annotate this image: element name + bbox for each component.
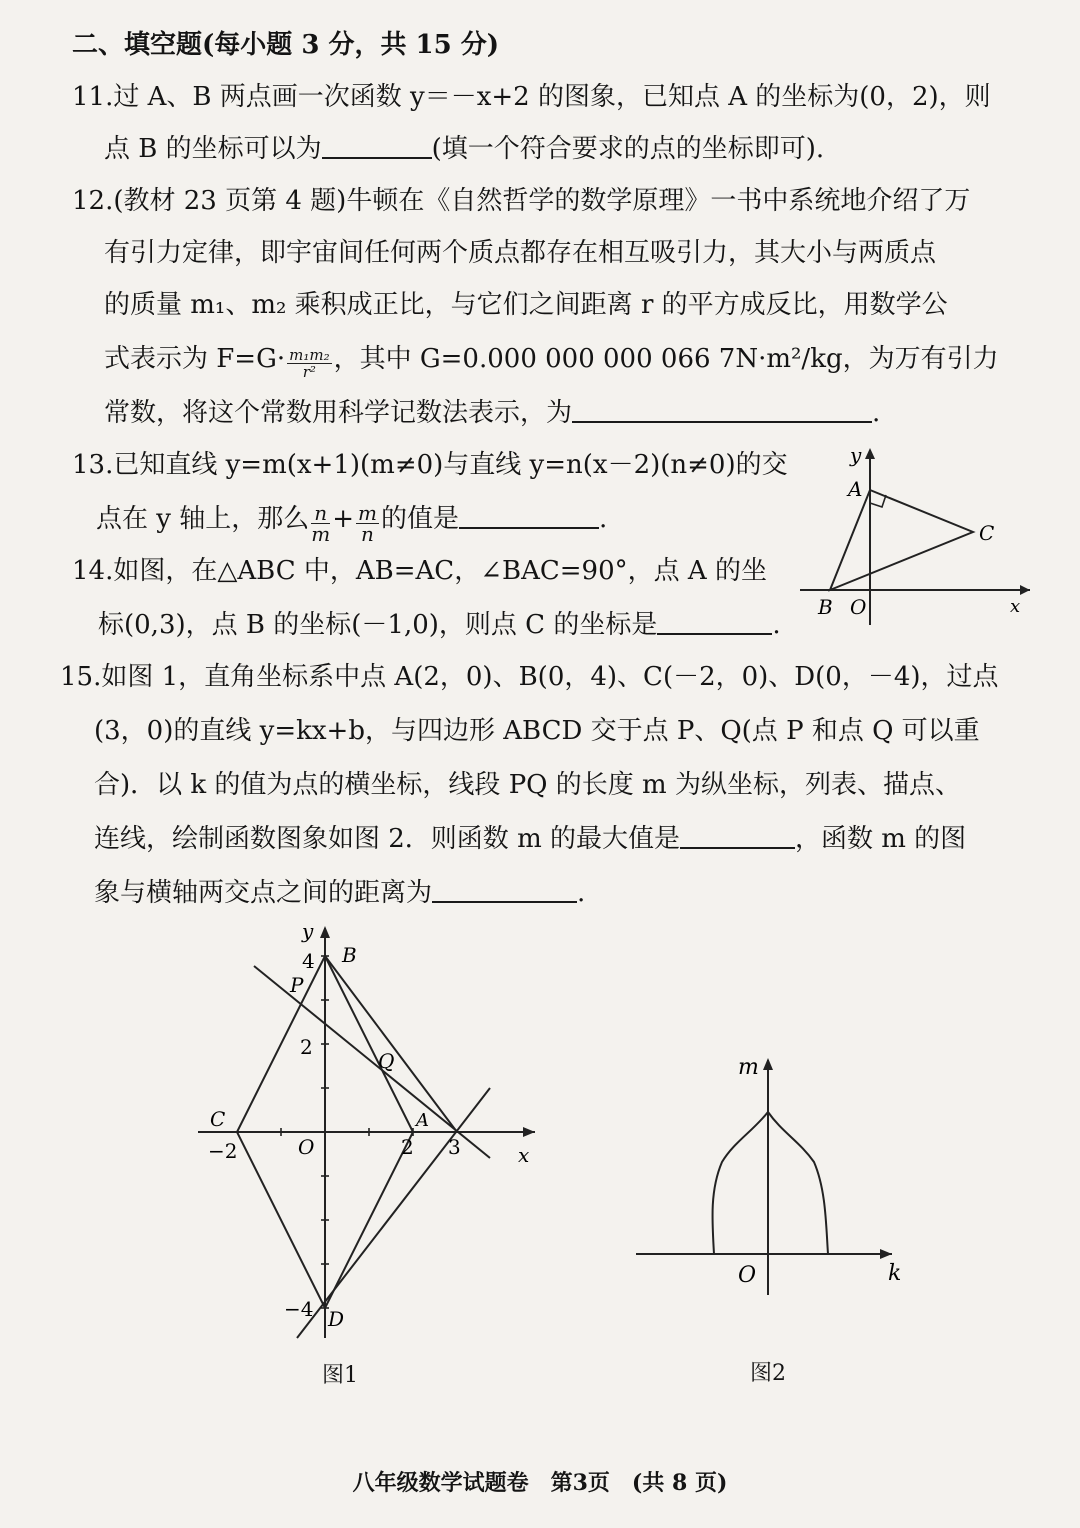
- x-axis-arrow-icon: [1020, 585, 1030, 595]
- figure1-caption: 图1: [322, 1363, 358, 1388]
- q14-period: .: [772, 610, 781, 640]
- q13-frac2-num: m: [357, 501, 377, 525]
- q14-triangle-figure: [790, 440, 1040, 630]
- figure2-caption: 图2: [750, 1361, 786, 1386]
- q13-period: .: [598, 504, 608, 534]
- q12-formula-end: ，其中 G=0.000 000 000 066 7N·m²/kg，为万有引力: [333, 344, 999, 374]
- fig1-tick-2y: 2: [300, 1035, 313, 1059]
- fig14-label-c: C: [979, 521, 995, 545]
- q12-line3: 的质量 m₁、m₂ 乘积成正比，与它们之间距离 r 的平方成反比，用数学公: [104, 290, 948, 320]
- fig2-origin-label: O: [738, 1263, 757, 1288]
- q12-answer-blank[interactable]: [572, 397, 872, 423]
- q14-text: 标(0,3)，点 B 的坐标(－1,0)，则点 C 的坐标是: [98, 610, 658, 640]
- figure-1: [190, 918, 550, 1348]
- triangle-abc: [830, 490, 973, 590]
- fig2-x-arrow-icon: [880, 1249, 892, 1259]
- line-through-b: [325, 956, 457, 1132]
- q15-line1: 15.如图 1，直角坐标系中点 A(2，0)、B(0，4)、C(－2，0)、D(0，－4)，过点: [60, 662, 999, 692]
- fig1-tick-4: 4: [302, 949, 315, 973]
- fig1-label-p: P: [290, 973, 304, 997]
- fig1-label-a: A: [416, 1110, 429, 1131]
- q15-text3: 象与横轴两交点之间的距离为: [94, 878, 433, 908]
- q13-line1: 13.已知直线 y=m(x+1)(m≠0)与直线 y=n(x－2)(n≠0)的交: [72, 450, 788, 480]
- q14-line1: 14.如图，在△ABC 中，AB=AC，∠BAC=90°，点 A 的坐: [72, 556, 767, 586]
- q15-text: 连线，绘制函数图象如图 2．则函数 m 的最大值是: [94, 824, 680, 854]
- fig14-label-o: O: [850, 595, 867, 619]
- q13-text2: 的值是: [380, 504, 459, 534]
- fig14-y-label: y: [850, 443, 862, 467]
- q13-text: 点在 y 轴上，那么: [96, 504, 310, 534]
- fig1-label-c: C: [210, 1107, 226, 1131]
- q14-line2: [98, 608, 781, 642]
- fig1-label-d: D: [328, 1307, 345, 1331]
- q15-line3: 合)．以 k 的值为点的横坐标，线段 PQ 的长度 m 为纵坐标，列表、描点、: [94, 770, 961, 800]
- fig1-x-label: x: [518, 1143, 530, 1167]
- q15-max-blank[interactable]: [680, 823, 795, 849]
- fig1-origin-label: O: [298, 1135, 315, 1159]
- q13-fraction2: [356, 503, 379, 544]
- fig1-tick-2x: 2: [401, 1135, 414, 1159]
- q14-answer-blank[interactable]: [657, 609, 772, 635]
- q15-line2: (3，0)的直线 y=kx+b，与四边形 ABCD 交于点 P、Q(点 P 和点 Q 可以重: [94, 716, 980, 746]
- fig1-y-label: y: [302, 919, 314, 943]
- q13-answer-blank[interactable]: [459, 503, 599, 529]
- function-m-curve: [712, 1112, 828, 1254]
- q12-formula-start: 式表示为 F=G·: [104, 344, 286, 374]
- q12-line1: 12.(教材 23 页第 4 题)牛顿在《自然哲学的数学原理》一书中系统地介绍了万: [72, 186, 971, 216]
- q12-frac-num: m₁m₂: [289, 346, 330, 364]
- q12-period: .: [872, 398, 881, 428]
- section-heading: 二、填空题(每小题 3 分，共 15 分): [72, 30, 500, 60]
- q13-line2: [96, 502, 607, 544]
- q15-distance-blank[interactable]: [432, 877, 577, 903]
- fig1-label-b: B: [342, 943, 357, 967]
- fig14-label-a: A: [848, 477, 863, 501]
- q13-fraction1: [311, 503, 330, 544]
- q13-frac1-num: n: [311, 503, 330, 524]
- q13-plus: +: [332, 504, 354, 534]
- fig2-x-label: k: [888, 1261, 902, 1286]
- right-angle-mark: [870, 495, 886, 507]
- q12-line4: [104, 342, 999, 380]
- page-footer: 八年级数学试题卷 第3页 (共 8 页): [352, 1470, 728, 1496]
- q15-line5: [94, 876, 585, 910]
- q12-frac-den: r²: [302, 363, 316, 381]
- fig1-y-arrow-icon: [320, 926, 330, 938]
- fig14-label-b: B: [818, 595, 833, 619]
- q12-line5: [104, 396, 880, 430]
- fig1-tick-neg4: −4: [284, 1297, 314, 1321]
- q11-answer-blank[interactable]: [322, 133, 432, 159]
- fig2-y-label: m: [738, 1055, 759, 1080]
- q11-text: 点 B 的坐标可以为: [104, 134, 322, 164]
- q13-frac1-den: m: [311, 522, 331, 546]
- fig2-y-arrow-icon: [763, 1058, 773, 1070]
- q11-line2: [104, 132, 824, 166]
- fig1-x-arrow-icon: [523, 1127, 535, 1137]
- fig1-tick-3: 3: [448, 1135, 461, 1159]
- figure-2: [630, 1050, 920, 1300]
- y-axis-arrow-icon: [865, 448, 875, 459]
- fig1-label-q: Q: [378, 1049, 395, 1073]
- fig14-x-label: x: [1010, 596, 1021, 617]
- q12-line2: 有引力定律，即宇宙间任何两个质点都存在相互吸引力，其大小与两质点: [104, 238, 937, 268]
- q15-text2: ，函数 m 的图: [795, 824, 967, 854]
- q13-frac2-den: n: [361, 522, 374, 546]
- fig1-tick-neg2: −2: [208, 1139, 238, 1163]
- q11-line1: 11.过 A、B 两点画一次函数 y＝－x+2 的图象，已知点 A 的坐标为(0，2)，则: [72, 82, 991, 112]
- q12-text: 常数，将这个常数用科学记数法表示，为: [104, 398, 573, 428]
- q12-fraction: [287, 347, 331, 380]
- q11-text-end: (填一个符合要求的点的坐标即可).: [431, 134, 825, 164]
- q15-line4: [94, 822, 966, 856]
- q15-period: .: [577, 878, 586, 908]
